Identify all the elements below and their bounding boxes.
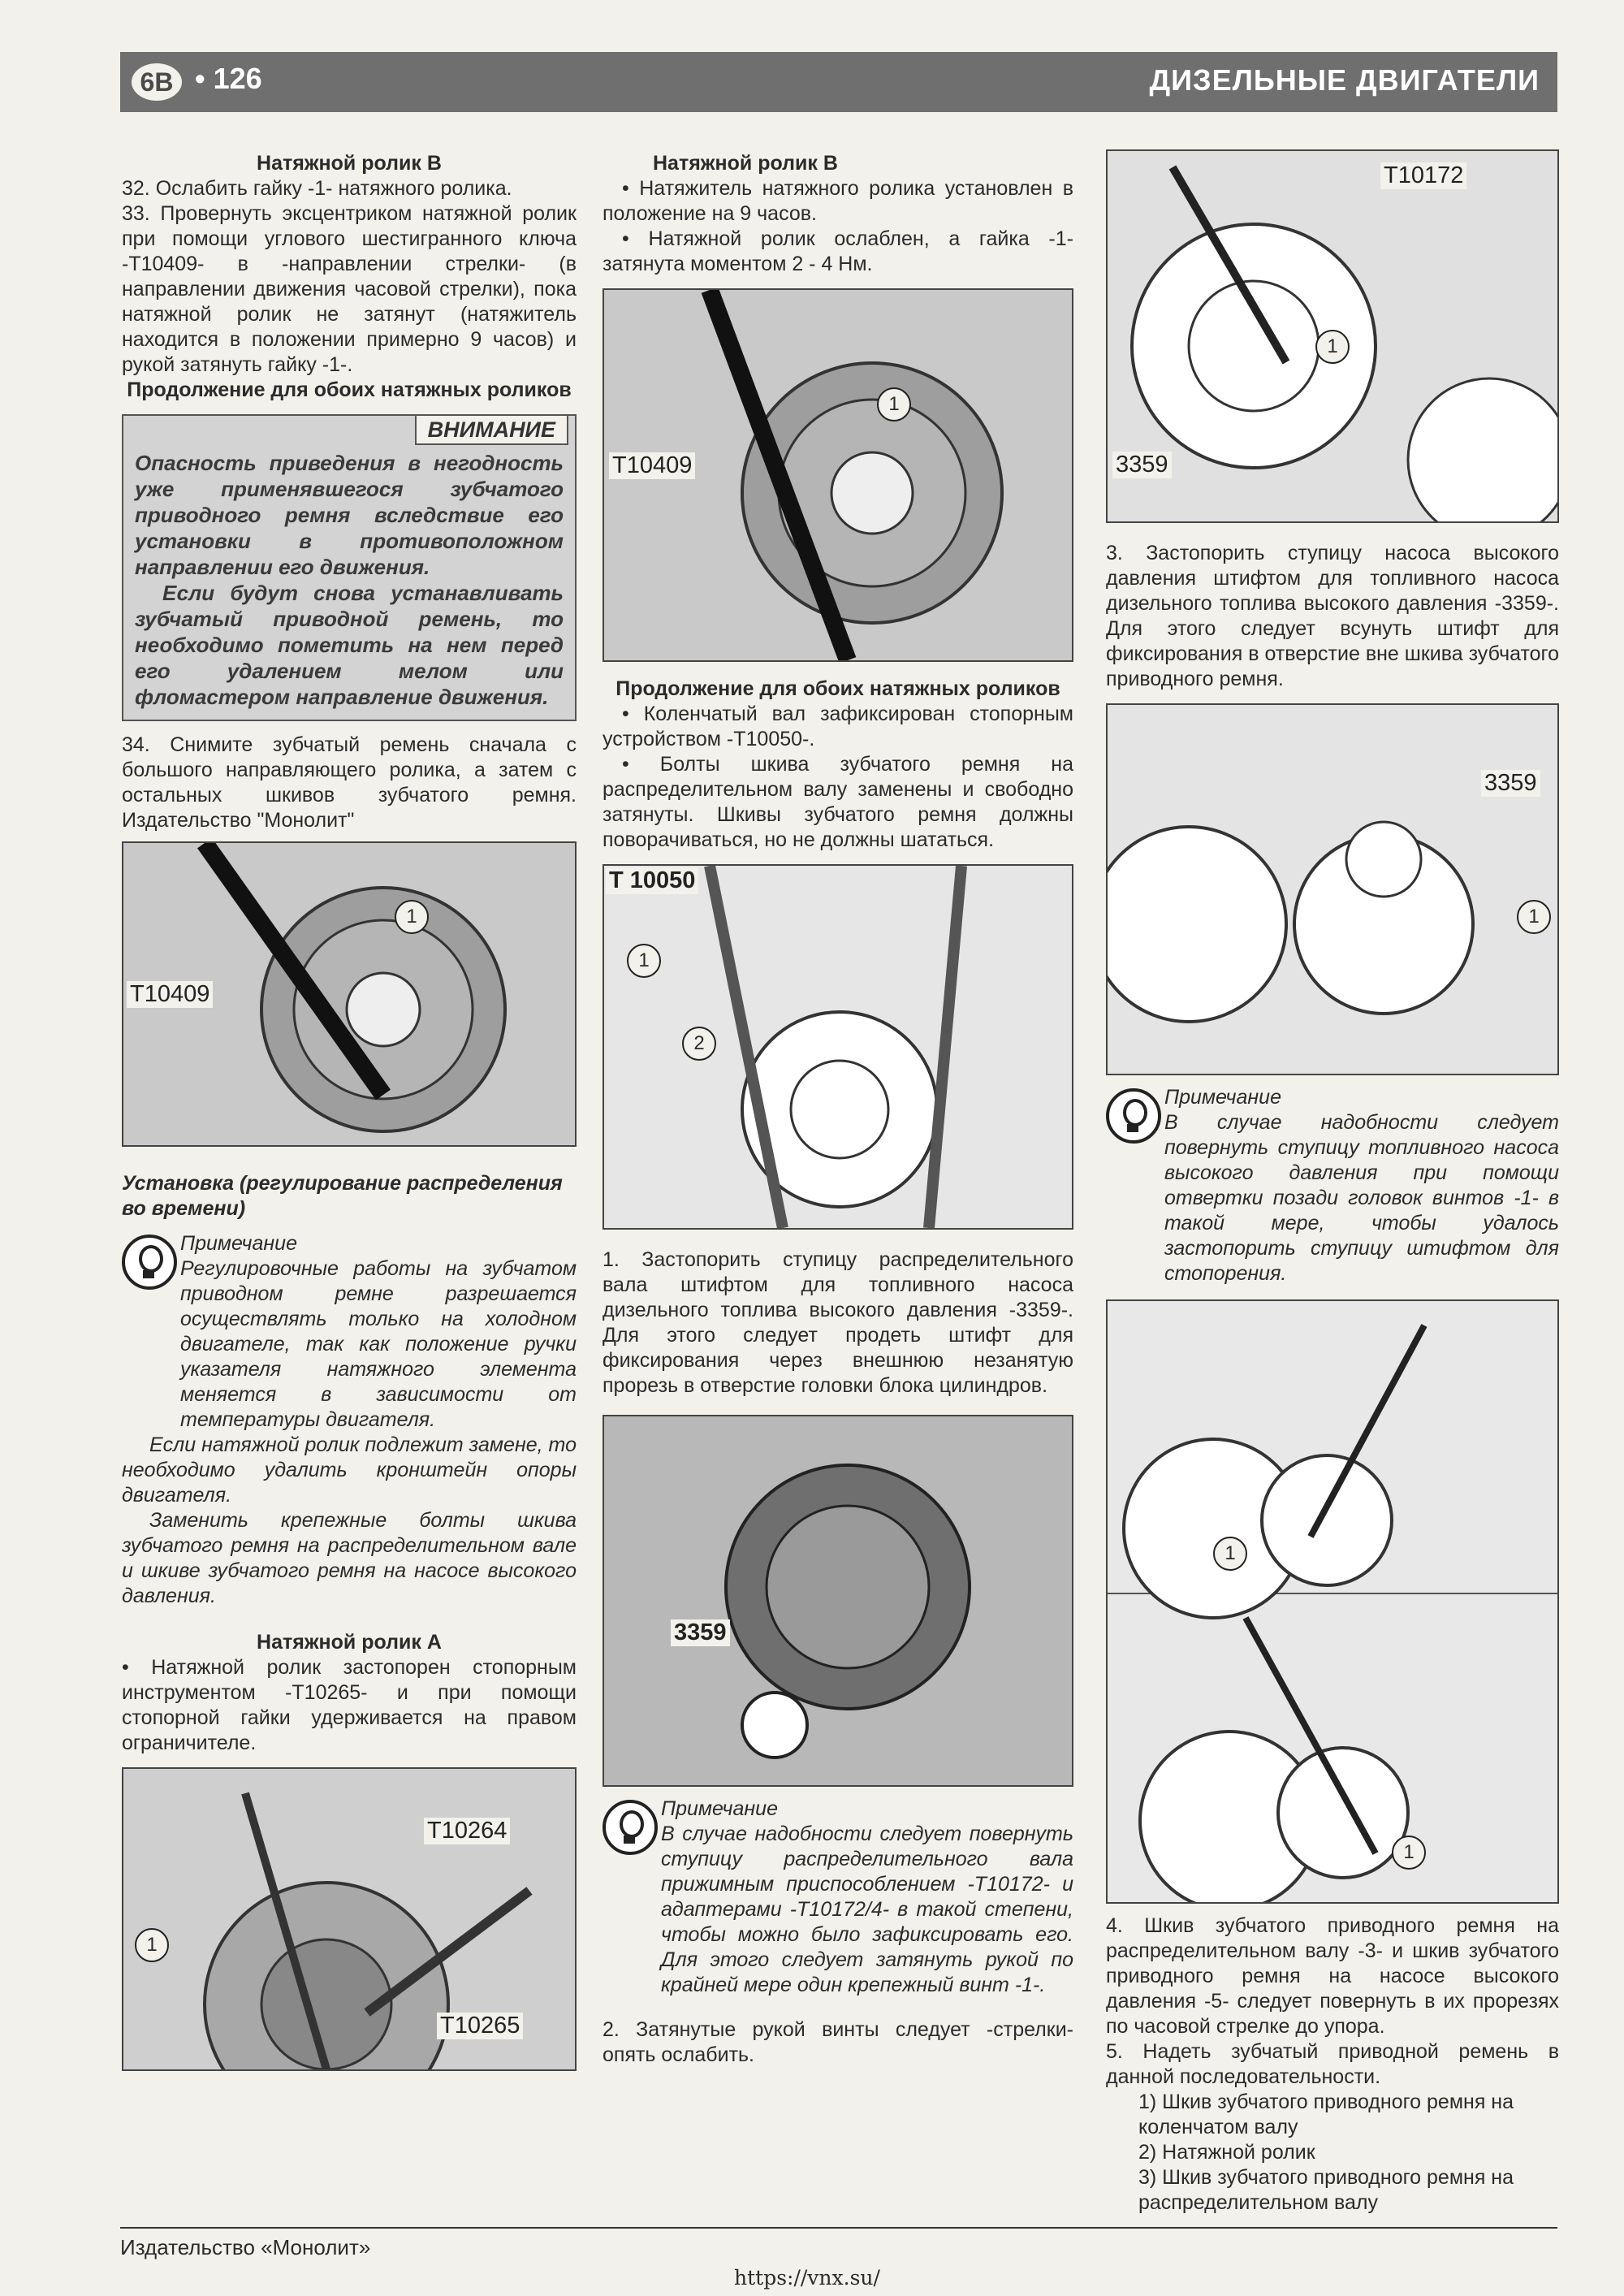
tool-label: 3359	[1112, 452, 1172, 478]
step-1: 1. Застопорить ступицу распределительного вала штифтом для топливного насоса дизельного топлива высокого давления -3359-. Для этого следует продеть штифт для фиксирования через внешнюю незанятую прорезь в отверстие головки блока цилиндров.	[603, 1248, 1073, 1397]
figure-pump-hub	[1106, 149, 1559, 523]
tool-label: T 10050	[606, 867, 698, 894]
footer-publisher: Издательство «Монолит»	[120, 2235, 371, 2259]
footer-divider	[120, 2227, 1557, 2229]
column-2	[603, 151, 1073, 2068]
note-title: Примечание	[180, 1232, 297, 1255]
tool-label: 3359	[1481, 770, 1540, 797]
heading: Натяжной ролик А	[257, 1631, 442, 1654]
note	[122, 1231, 577, 1433]
heading: Натяжной ролик В	[653, 152, 838, 175]
hp-pump-illustration	[1108, 705, 1559, 1074]
list-item: 1) Шкив зубчатого приводного ремня на коленчатом валу	[1138, 2091, 1514, 2138]
warning-box	[122, 414, 577, 721]
screwdriver-illustration	[1108, 1301, 1559, 1902]
step-33: 33. Провернуть эксцентриком натяжной ролик при помощи углового шестигранного ключа -Т10409- в -направлении стрелки- (в направлении движения часовой стрелки), пока натяжной ролик не затянут (натяжитель находится в положении примерно 9 часов) и рукой затянуть гайку -1-.	[122, 202, 577, 376]
list-item: 3) Шкив зубчатого приводного ремня на распределительном валу	[1138, 2166, 1514, 2214]
callout-2: 2	[682, 1027, 716, 1061]
lightbulb-icon	[603, 1800, 658, 1855]
callout-1: 1	[627, 944, 661, 978]
figure-screwdriver	[1106, 1299, 1559, 1904]
note	[603, 1797, 1073, 1998]
callout-1: 1	[1517, 900, 1551, 934]
column-3	[1106, 151, 1559, 2216]
heading: Натяжной ролик В	[257, 152, 442, 175]
footer-url: https://vnx.su/	[734, 2266, 880, 2290]
note-text: В случае надобности следует повернуть ступицу распределительного вала прижимным приспособлением -Т10172- и адаптерами -Т10172/4- в такой степени, чтобы можно было зафиксировать его. Для этого следует затянуть рукой по крайней мере один крепежный винт -1-.	[661, 1823, 1073, 1996]
tool-label: T10409	[127, 981, 213, 1008]
warning-text: Если будут снова устанавливать зубчатый приводной ремень, то необходимо пометить на нем перед его удалением мелом или фломастером направление движения.	[135, 581, 564, 709]
figure-camshaft	[603, 1415, 1073, 1787]
lightbulb-icon	[122, 1234, 177, 1290]
bullet: • Натяжной ролик ослаблен, а гайка -1- затянута моментом 2 - 4 Нм.	[603, 227, 1073, 277]
heading-install: Установка (регулирование распределения во времени)	[122, 1172, 563, 1220]
callout-1: 1	[395, 900, 429, 934]
column-1	[122, 151, 577, 2071]
warning-text: Опасность приведения в негодность уже применявшегося зубчатого приводного ремня вследствие его установки в противоположном направлении его движения.	[135, 451, 564, 579]
note-text: Заменить крепежные болты шкива зубчатого ремня на распределительном вале и шкиве зубчатого ремня на насосе высокого давления.	[122, 1509, 577, 1607]
callout-1: 1	[877, 387, 911, 422]
bullet: • Натяжитель натяжного ролика установлен в положение на 9 часов.	[603, 176, 1073, 227]
figure-tensioner	[122, 841, 577, 1147]
heading: Продолжение для обоих натяжных роликов	[127, 378, 572, 401]
callout-1: 1	[135, 1928, 169, 1962]
tool-label: 3359	[671, 1619, 730, 1646]
callout-1: 1	[1213, 1537, 1247, 1571]
note-text: Регулировочные работы на зубчатом приводном ремне разрешается осуществлять только на холодном двигателе, так как положение ручки указателя натяжного элемента меняется в зависимости от температуры двигателя.	[180, 1257, 577, 1431]
tool-label: T10172	[1380, 162, 1466, 189]
step-32: 32. Ослабить гайку -1- натяжного ролика.	[122, 177, 512, 200]
callout-1: 1	[1392, 1836, 1426, 1870]
warning-title: ВНИМАНИЕ	[415, 414, 568, 445]
note	[1106, 1085, 1559, 1286]
page-number: • 126	[195, 62, 262, 95]
step-34: 34. Снимите зубчатый ремень сначала с большого направляющего ролика, а затем с остальных шкивов зубчатого ремня. Издательство "Монолит"	[122, 733, 577, 832]
note-title: Примечание	[1164, 1086, 1281, 1109]
chapter-badge: 6B	[132, 63, 182, 101]
tool-label: T10265	[437, 2013, 523, 2039]
page-header	[120, 52, 1557, 112]
step-4: 4. Шкив зубчатого приводного ремня на распределительном валу -3- и шкив зубчатого приводного ремня на насосе высокого давления -5- следует повернуть в их прорезях по часовой стрелке до упора.	[1106, 1914, 1559, 2038]
step-3: 3. Застопорить ступицу насоса высокого давления штифтом для топливного насоса дизельного топлива высокого давления -3359-. Для этого следует всунуть штифт для фиксирования в отверстие вне шкива зубчатого приводного ремня.	[1106, 542, 1559, 690]
figure-crankshaft	[603, 864, 1073, 1230]
step-5: 5. Надеть зубчатый приводной ремень в данной последовательности.	[1106, 2040, 1559, 2088]
crankshaft-illustration	[604, 866, 1073, 1228]
callout-1: 1	[1315, 330, 1350, 364]
list-item: 2) Натяжной ролик	[1138, 2141, 1315, 2164]
note-title: Примечание	[661, 1797, 778, 1820]
figure-tensioner-b	[603, 288, 1073, 662]
figure-tensioner-a	[122, 1767, 577, 2071]
section-title: ДИЗЕЛЬНЫЕ ДВИГАТЕЛИ	[1149, 63, 1540, 97]
lightbulb-icon	[1106, 1088, 1161, 1144]
bullet: • Натяжной ролик застопорен стопорным инструментом -Т10265- и при помощи стопорной гайки удерживается на правом ограничителе.	[122, 1655, 577, 1756]
heading: Продолжение для обоих натяжных роликов	[615, 677, 1060, 700]
bullet: • Болты шкива зубчатого ремня на распределительном валу заменены и свободно затянуты. Шкивы зубчатого ремня должны поворачиваться, но не должны шататься.	[603, 752, 1073, 853]
note-text: В случае надобности следует повернуть ступицу топливного насоса высокого давления при помощи отвертки позади головок винтов -1- в такой мере, чтобы удалось застопорить ступицу штифтом для стопорения.	[1164, 1111, 1559, 1285]
tool-label: T10409	[609, 452, 695, 479]
step-2: 2. Затянутые рукой винты следует -стрелки- опять ослабить.	[603, 2018, 1073, 2066]
tool-label: T10264	[424, 1818, 510, 1844]
note-text: Если натяжной ролик подлежит замене, то необходимо удалить кронштейн опоры двигателя.	[122, 1433, 577, 1507]
bullet: • Коленчатый вал зафиксирован стопорным устройством -Т10050-.	[603, 702, 1073, 752]
figure-hp-pump	[1106, 703, 1559, 1075]
camshaft-illustration	[604, 1416, 1073, 1785]
